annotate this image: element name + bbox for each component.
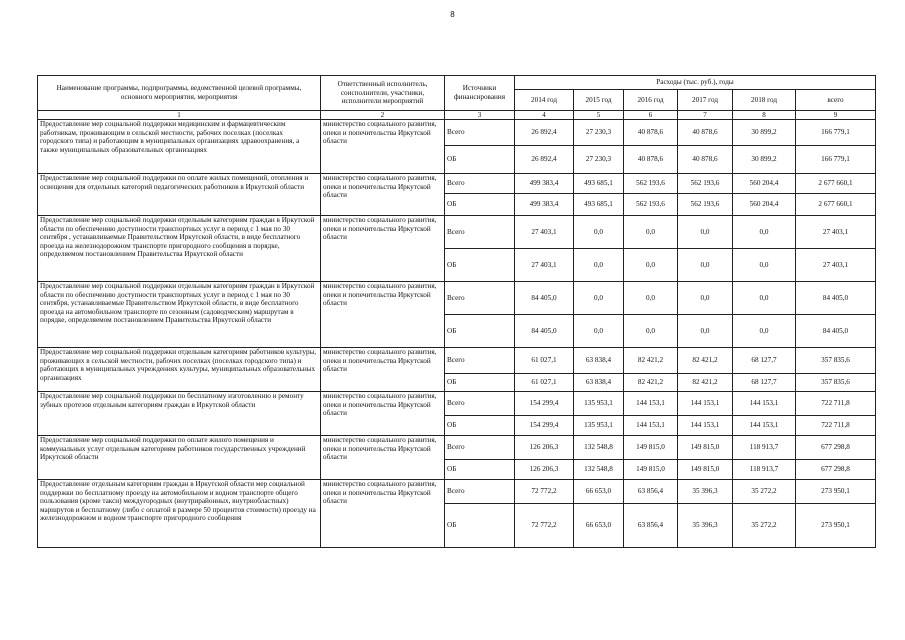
amount-cell: 493 685,1 [574, 174, 624, 194]
measure-name: Предоставление мер социальной поддержки по бесплатному изготовлению и ремонту зубных протезов отдельным категориям граждан в Иркутской области [38, 392, 321, 436]
amount-cell: 82 421,2 [678, 348, 733, 374]
amount-cell: 560 204,4 [733, 174, 796, 194]
amount-cell: 35 396,3 [678, 480, 733, 504]
funding-source: Всего [445, 436, 515, 460]
measure-name: Предоставление мер социальной поддержки по оплате жилого помещения и коммунальных услуг отдельным категориям работников государственных учреждений Иркутской области [38, 436, 321, 480]
amount-cell: 30 899,2 [733, 146, 796, 174]
amount-cell: 63 856,4 [624, 480, 678, 504]
amount-cell: 66 653,0 [574, 480, 624, 504]
amount-cell: 27 403,1 [515, 216, 574, 249]
amount-cell: 68 127,7 [733, 348, 796, 374]
amount-cell: 27 403,1 [515, 249, 574, 282]
measure-name: Предоставление мер социальной поддержки по оплате жилых помещений, отопления и освещения для отдельных категорий педагогических работников в Иркутской области [38, 174, 321, 216]
amount-cell: 149 815,0 [624, 460, 678, 480]
amount-total: 273 950,1 [796, 504, 876, 548]
responsible-executor: министерство социального развития, опеки и попечительства Иркутской области [321, 348, 445, 392]
funding-source: ОБ [445, 146, 515, 174]
amount-cell: 72 772,2 [515, 504, 574, 548]
amount-total: 357 835,6 [796, 348, 876, 374]
amount-cell: 27 230,3 [574, 120, 624, 146]
amount-cell: 82 421,2 [624, 348, 678, 374]
amount-total: 2 677 660,1 [796, 194, 876, 216]
amount-cell: 61 027,1 [515, 374, 574, 392]
amount-cell: 63 838,4 [574, 348, 624, 374]
amount-cell: 0,0 [733, 315, 796, 348]
responsible-executor: министерство социального развития, опеки и попечительства Иркутской области [321, 436, 445, 480]
amount-cell: 26 892,4 [515, 146, 574, 174]
funding-source: ОБ [445, 249, 515, 282]
amount-cell: 499 383,4 [515, 194, 574, 216]
table-row [38, 348, 876, 374]
amount-total: 27 403,1 [796, 249, 876, 282]
amount-total: 677 298,8 [796, 460, 876, 480]
funding-source: Всего [445, 216, 515, 249]
amount-cell: 35 272,2 [733, 480, 796, 504]
funding-source: ОБ [445, 460, 515, 480]
funding-source: Всего [445, 174, 515, 194]
amount-cell: 132 548,8 [574, 460, 624, 480]
amount-cell: 144 153,1 [733, 416, 796, 436]
amount-cell: 35 272,2 [733, 504, 796, 548]
amount-cell: 0,0 [574, 249, 624, 282]
amount-cell: 118 913,7 [733, 436, 796, 460]
amount-cell: 82 421,2 [678, 374, 733, 392]
amount-cell: 68 127,7 [733, 374, 796, 392]
amount-total: 273 950,1 [796, 480, 876, 504]
measure-name: Предоставление мер социальной поддержки отдельным категориям работников культуры, проживающих в сельской местности, рабочих поселках (поселках городского типа) и работающих в муниципальных учреждениях культуры, муниципальных образовательных организациях [38, 348, 321, 392]
responsible-executor: министерство социального развития, опеки и попечительства Иркутской области [321, 392, 445, 436]
amount-total: 84 405,0 [796, 315, 876, 348]
amount-cell: 63 856,4 [624, 504, 678, 548]
funding-source: Всего [445, 282, 515, 315]
amount-cell: 0,0 [733, 216, 796, 249]
amount-cell: 40 878,6 [678, 146, 733, 174]
header-year: 2017 год [678, 90, 733, 111]
funding-source: ОБ [445, 315, 515, 348]
amount-cell: 493 685,1 [574, 194, 624, 216]
header-expenses: Расходы (тыс. руб.), годы [515, 76, 876, 90]
header-total: всего [796, 90, 876, 111]
responsible-executor: министерство социального развития, опеки и попечительства Иркутской области [321, 282, 445, 348]
column-index-row [38, 111, 876, 120]
amount-cell: 82 421,2 [624, 374, 678, 392]
amount-cell: 135 953,1 [574, 392, 624, 416]
column-index: 1 [38, 111, 321, 120]
amount-cell: 0,0 [574, 216, 624, 249]
amount-cell: 26 892,4 [515, 120, 574, 146]
amount-cell: 61 027,1 [515, 348, 574, 374]
header-responsible: Ответственный исполнитель, соисполнители, участники, исполнители мероприятий [321, 76, 445, 111]
amount-total: 84 405,0 [796, 282, 876, 315]
amount-cell: 126 206,3 [515, 436, 574, 460]
amount-cell: 0,0 [678, 249, 733, 282]
funding-source: Всего [445, 120, 515, 146]
column-index: 8 [733, 111, 796, 120]
amount-cell: 499 383,4 [515, 174, 574, 194]
amount-cell: 149 815,0 [678, 460, 733, 480]
page-number: 8 [450, 10, 455, 19]
amount-cell: 154 299,4 [515, 392, 574, 416]
amount-total: 722 711,8 [796, 416, 876, 436]
amount-cell: 0,0 [574, 315, 624, 348]
table-row [38, 282, 876, 315]
amount-cell: 84 405,0 [515, 282, 574, 315]
amount-cell: 27 230,3 [574, 146, 624, 174]
amount-cell: 149 815,0 [678, 436, 733, 460]
amount-cell: 0,0 [624, 315, 678, 348]
amount-cell: 149 815,0 [624, 436, 678, 460]
amount-cell: 118 913,7 [733, 460, 796, 480]
program-budget-table [37, 75, 876, 548]
responsible-executor: министерство социального развития, опеки и попечительства Иркутской области [321, 174, 445, 216]
table-row [38, 174, 876, 194]
amount-cell: 144 153,1 [733, 392, 796, 416]
funding-source: Всего [445, 348, 515, 374]
header-year: 2018 год [733, 90, 796, 111]
amount-total: 166 779,1 [796, 120, 876, 146]
funding-source: ОБ [445, 374, 515, 392]
amount-cell: 40 878,6 [678, 120, 733, 146]
amount-cell: 0,0 [678, 315, 733, 348]
measure-name: Предоставление отдельным категориям граждан в Иркутской области мер социальной поддержки по бесплатному проезду на автомобильном и водном транспорте общего пользования (кроме такси) междугородных (внутрирайонных, внутриобластных) маршрутов и бесплатному (либо с оплатой в размере 50 процентов стоимости) проезду на железнодорожном и водном транспорте пригородного сообщения [38, 480, 321, 548]
amount-cell: 126 206,3 [515, 460, 574, 480]
amount-cell: 560 204,4 [733, 194, 796, 216]
column-index: 4 [515, 111, 574, 120]
amount-total: 166 779,1 [796, 146, 876, 174]
header-name: Наименование программы, подпрограммы, ведомственной целевой программы, основного мероприятия, мероприятия [38, 76, 321, 111]
amount-cell: 132 548,8 [574, 436, 624, 460]
column-index: 7 [678, 111, 733, 120]
funding-source: ОБ [445, 194, 515, 216]
responsible-executor: министерство социального развития, опеки и попечительства Иркутской области [321, 120, 445, 174]
amount-total: 27 403,1 [796, 216, 876, 249]
table-row [38, 436, 876, 460]
amount-cell: 154 299,4 [515, 416, 574, 436]
table-row [38, 392, 876, 416]
amount-cell: 40 878,6 [624, 146, 678, 174]
amount-cell: 0,0 [733, 249, 796, 282]
table-row [38, 480, 876, 504]
amount-cell: 84 405,0 [515, 315, 574, 348]
amount-cell: 0,0 [678, 282, 733, 315]
amount-cell: 135 953,1 [574, 416, 624, 436]
responsible-executor: министерство социального развития, опеки и попечительства Иркутской области [321, 216, 445, 282]
funding-source: ОБ [445, 416, 515, 436]
amount-cell: 562 193,6 [624, 174, 678, 194]
amount-cell: 72 772,2 [515, 480, 574, 504]
amount-cell: 144 153,1 [624, 392, 678, 416]
column-index: 5 [574, 111, 624, 120]
amount-total: 722 711,8 [796, 392, 876, 416]
amount-cell: 63 838,4 [574, 374, 624, 392]
table-row [38, 216, 876, 249]
column-index: 9 [796, 111, 876, 120]
funding-source: ОБ [445, 504, 515, 548]
amount-total: 677 298,8 [796, 436, 876, 460]
header-year: 2014 год [515, 90, 574, 111]
amount-cell: 562 193,6 [624, 194, 678, 216]
measure-name: Предоставление мер социальной поддержки медицинским и фармацевтическим работникам, проживающим в сельской местности, рабочих поселках (поселках городского типа) и работающим в муниципальных организациях здравоохранения, а также муниципальных образовательных организациях [38, 120, 321, 174]
amount-cell: 0,0 [678, 216, 733, 249]
amount-cell: 144 153,1 [624, 416, 678, 436]
amount-total: 2 677 660,1 [796, 174, 876, 194]
table-row [38, 120, 876, 146]
amount-cell: 66 653,0 [574, 504, 624, 548]
amount-cell: 35 396,3 [678, 504, 733, 548]
amount-cell: 562 193,6 [678, 194, 733, 216]
column-index: 3 [445, 111, 515, 120]
amount-cell: 0,0 [574, 282, 624, 315]
amount-cell: 0,0 [733, 282, 796, 315]
amount-cell: 30 899,2 [733, 120, 796, 146]
funding-source: Всего [445, 480, 515, 504]
header-sources: Источники финансирования [445, 76, 515, 111]
funding-source: Всего [445, 392, 515, 416]
column-index: 2 [321, 111, 445, 120]
amount-total: 357 835,6 [796, 374, 876, 392]
amount-cell: 0,0 [624, 216, 678, 249]
amount-cell: 562 193,6 [678, 174, 733, 194]
column-index: 6 [624, 111, 678, 120]
header-year: 2015 год [574, 90, 624, 111]
amount-cell: 0,0 [624, 249, 678, 282]
measure-name: Предоставление мер социальной поддержки отдельным категориям граждан в Иркутской области по обеспечению доступности транспортных услуг в период с 1 мая по 30 сентября, устанавливаемые Правительством Иркутской области, в виде бесплатного проезда на автомобильном транспорте по сезонным (садоводческим) маршрутам в порядке, определяемом постановлением Правительства Иркутской области [38, 282, 321, 348]
amount-cell: 0,0 [624, 282, 678, 315]
header-year: 2016 год [624, 90, 678, 111]
responsible-executor: министерство социального развития, опеки и попечительства Иркутской области [321, 480, 445, 548]
measure-name: Предоставление мер социальной поддержки отдельным категориям граждан в Иркутской области по обеспечению доступности транспортных услуг в период с 1 мая по 30 сентября , устанавливаемые Правительством Иркутской области, в виде бесплатного проезда на железнодорожном транспорте пригородного сообщения в порядке, определяемом постановлением Правительства Иркутской области [38, 216, 321, 282]
amount-cell: 144 153,1 [678, 416, 733, 436]
amount-cell: 144 153,1 [678, 392, 733, 416]
amount-cell: 40 878,6 [624, 120, 678, 146]
